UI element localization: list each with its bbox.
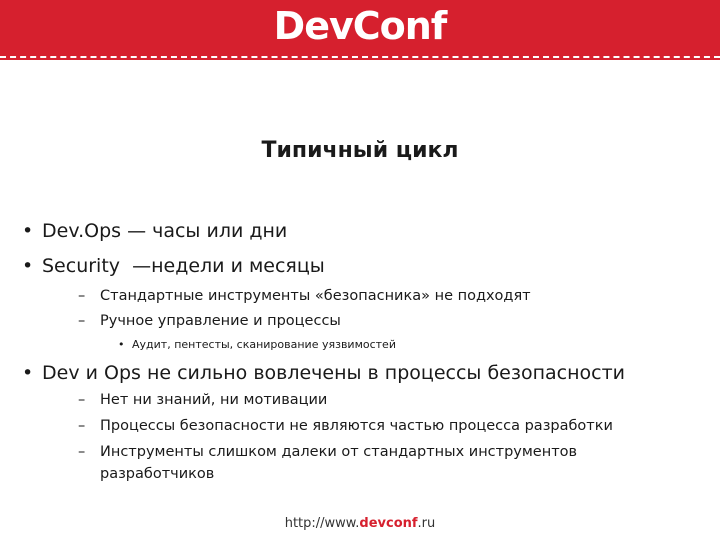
dash-icon: – xyxy=(78,418,86,434)
footer-url[interactable] xyxy=(0,516,720,531)
bullet-text: Dev и Ops не сильно вовлечены в процессы безопасности xyxy=(42,362,626,384)
bullet-text: Security —недели и месяцы xyxy=(42,255,325,277)
sub-item-text: Инструменты слишком далеки от стандартных инструментов xyxy=(100,444,578,460)
devconf-logo: DevConf xyxy=(273,4,447,48)
dash-icon: – xyxy=(78,444,86,460)
bullet-dot-icon: • xyxy=(22,362,34,384)
dash-icon: – xyxy=(78,288,86,304)
sub-item-text: разработчиков xyxy=(100,466,215,482)
sub-item-text: Процессы безопасности не являются частью процесса разработки xyxy=(100,418,613,434)
bullet-dot-icon: • xyxy=(118,338,125,351)
url-brand: devconf xyxy=(359,516,418,531)
sub-item-text: Нет ни знаний, ни мотивации xyxy=(100,392,328,408)
bullet-dot-icon: • xyxy=(22,255,34,277)
sub-item-text: Стандартные инструменты «безопасника» не подходят xyxy=(100,288,531,304)
sub-sub-item-text: Аудит, пентесты, сканирование уязвимостей xyxy=(132,338,396,351)
header-bar xyxy=(0,0,720,58)
sub-item-text: Ручное управление и процессы xyxy=(100,313,341,329)
bullet-dot-icon: • xyxy=(22,220,34,242)
slide-title: Типичный цикл xyxy=(261,138,459,163)
dash-icon: – xyxy=(78,392,86,408)
bullet-text: Dev.Ops — часы или дни xyxy=(42,220,288,242)
dash-icon: – xyxy=(78,313,86,329)
url-prefix: http://www. xyxy=(284,516,360,531)
url-suffix: .ru xyxy=(417,516,436,531)
